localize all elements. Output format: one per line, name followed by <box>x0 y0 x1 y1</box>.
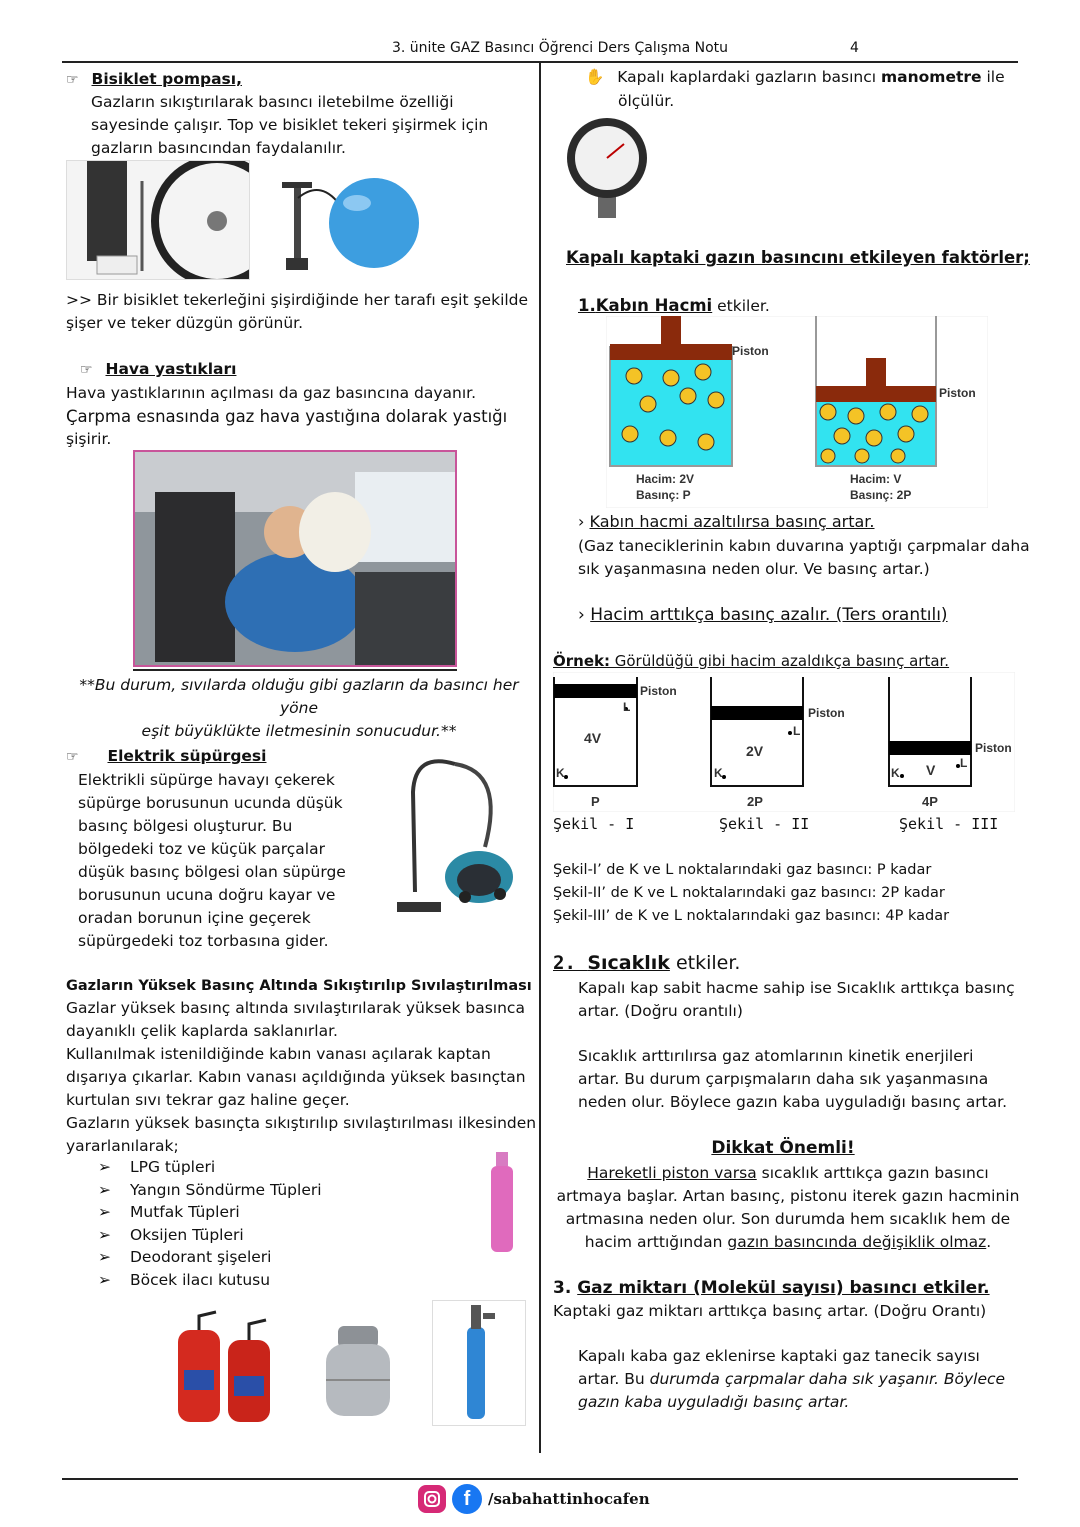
text-line: Şekil-III’ de K ve L noktalarındaki gaz basıncı: 4P kadar <box>553 908 950 924</box>
gas-cylinder-photo <box>308 1322 408 1422</box>
text-line: artmasına neden olur. Son durumda hem sıcaklık hem de <box>565 1210 1011 1228</box>
factor-number: 2. <box>553 952 588 974</box>
volume-label: 2V <box>746 743 764 759</box>
point-k: K <box>891 766 900 780</box>
vacuum-cleaner-photo <box>395 752 535 922</box>
text-span: sıcaklık arttıkça gazın basıncı <box>756 1164 989 1182</box>
piston-label: Piston <box>808 706 845 720</box>
list-item: ➢ Böcek ilacı kutusu <box>98 1269 322 1292</box>
airbag-heading: Hava yastıkları <box>105 360 237 378</box>
text-line: gazın kaba uyguladığı basınç artar. <box>578 1393 850 1411</box>
example-lines <box>553 859 949 928</box>
point-k: K <box>556 766 565 780</box>
text-line: dışarıya çıkarlar. Kabın vanası açıldığında yüksek basınçtan <box>66 1068 526 1086</box>
social-handle[interactable]: /sabahattinhocafen <box>488 1490 650 1508</box>
important-note-title: Dikkat Önemli! <box>711 1138 855 1158</box>
text-line: Gazlar yüksek basınç altında sıvılaştırılarak yüksek basınca <box>66 999 525 1017</box>
text-line: Elektrikli süpürge havayı çekerek <box>78 771 335 789</box>
airbag-heading-row <box>80 358 236 382</box>
text-line: Kapalı kap sabit hacme sahip ise Sıcaklık arttıkça basınç <box>578 979 1015 997</box>
text-line: oradan borunun içine geçerek <box>78 909 311 927</box>
piston-label: Piston <box>640 684 677 698</box>
fire-extinguisher-photo <box>172 1310 276 1424</box>
text-line: borusunun ucuna doğru kayar ve <box>78 886 336 904</box>
liquefy-heading: Gazların Yüksek Basınç Altında Sıkıştırılıp Sıvılaştırılması <box>66 978 532 994</box>
pump-heading: Bisiklet pompası, <box>91 70 242 88</box>
factor1-heading <box>578 294 770 318</box>
text-span: Hacim arttıkça basınç azalır. (Ters orantılı) <box>590 605 948 625</box>
text-span: ile <box>981 68 1005 86</box>
text-line: sık yaşanmasına neden olur. Ve basınç artar.) <box>578 560 930 578</box>
text-line: >> Bir bisiklet tekerleğini şişirdiğinde her tarafı eşit şekilde <box>66 291 529 309</box>
factor3-paragraph <box>578 1345 1005 1414</box>
liquefy-body <box>66 997 536 1158</box>
point-l: L <box>793 724 801 738</box>
shapes-figure <box>553 672 1015 812</box>
text-span: Kapalı kaplardaki gazların basıncı <box>617 68 882 86</box>
factor-number: 1. <box>578 296 596 315</box>
text-line: artmaya başlar. Artan basınç, pistonu iterek gazın hacminin <box>556 1187 1020 1205</box>
text-line: **Bu durum, sıvılarda olduğu gibi gazların da basıncı her yöne <box>79 676 519 717</box>
usage-list <box>98 1156 322 1292</box>
pressure-label: 4P <box>922 794 938 809</box>
text-span: Hareketli piston varsa <box>587 1164 757 1182</box>
text-line: neden olur. Böylece gazın kaba uyguladığı basınç artar. <box>578 1093 1008 1111</box>
photo-underline <box>133 669 457 671</box>
raised-hand-icon: ✋ <box>585 68 605 86</box>
factor1-point2: › Hacim arttıkça basınç azalır. (Ters orantılı) <box>578 605 948 625</box>
text-line: kurtulan sıvı tekrar gaz haline geçer. <box>66 1091 350 1109</box>
manometer-term: manometre <box>881 68 982 86</box>
text-line: süpürge borusunun ucunda düşük <box>78 794 343 812</box>
pointing-hand-icon: ☞ <box>80 362 93 378</box>
example-heading <box>553 650 949 673</box>
factor-title: Kabın Hacmi <box>595 296 713 315</box>
volume-label: V <box>926 762 936 778</box>
piston-label: Piston <box>939 386 976 400</box>
text-line: Hava yastıklarının açılması da gaz basıncına dayanır. <box>66 384 477 402</box>
text-line: artar. Bu durum çarpışmaların daha sık yaşanmasına <box>578 1070 989 1088</box>
volume-label: Hacim: V <box>850 472 902 486</box>
page-number: 4 <box>850 40 859 56</box>
vacuum-heading-row <box>66 745 266 769</box>
airbag-body <box>66 382 507 451</box>
factor-number: 3. <box>553 1278 578 1298</box>
text-span: Görüldüğü gibi hacim azaldıkça basınç artar. <box>609 652 950 670</box>
factor1-point1: › Kabın hacmi azaltılırsa basınç artar. <box>578 512 875 531</box>
pump-note <box>66 289 528 335</box>
pump-body <box>91 91 488 160</box>
vacuum-body <box>78 769 346 953</box>
text-line: sayesinde çalışır. Top ve bisiklet tekeri şişirmek için <box>91 116 489 134</box>
deodorant-photo <box>488 1152 516 1252</box>
example-label: Örnek: <box>553 652 610 670</box>
pressure-label: Basınç: P <box>636 488 691 502</box>
text-line: süpürgedeki toz torbasına gider. <box>78 932 329 950</box>
list-item: ➢ Yangın Söndürme Tüpleri <box>98 1179 322 1202</box>
instagram-icon[interactable] <box>418 1485 446 1513</box>
text-line: artar. (Doğru orantılı) <box>578 1002 743 1020</box>
piston-label: Piston <box>975 741 1012 755</box>
airbag-photo <box>133 450 457 667</box>
shape-name: Şekil - I <box>553 815 635 833</box>
pump-heading-row <box>66 68 242 92</box>
bicycle-pump-photo <box>66 160 250 280</box>
manometer-line1 <box>585 66 1005 89</box>
footer-rule <box>62 1478 1018 1480</box>
text-line: dayanıklı çelik kaplarda saklanırlar. <box>66 1022 338 1040</box>
list-item: ➢ Deodorant şişeleri <box>98 1246 322 1269</box>
text-span: durumda çarpmalar daha sık yaşanır. Böylece <box>649 1370 1006 1388</box>
volume-label: 4V <box>584 730 602 746</box>
pointing-hand-icon: ☞ <box>66 749 79 765</box>
footer-social <box>418 1484 650 1514</box>
manometer-line2: ölçülür. <box>618 92 675 110</box>
pointing-hand-icon: ☞ <box>66 72 79 88</box>
factor2-p2 <box>578 1045 1007 1114</box>
text-line: yararlanılarak; <box>66 1137 179 1155</box>
text-span: gazın basıncında değişiklik olmaz <box>727 1233 987 1251</box>
important-note-body <box>553 1162 1023 1254</box>
text-span: . <box>986 1233 992 1251</box>
vacuum-heading: Elektrik süpürgesi <box>107 747 267 765</box>
text-line: düşük basınç bölgesi olan süpürge <box>78 863 346 881</box>
text-line: Sıcaklık arttırılırsa gaz atomlarının kinetik enerjileri <box>578 1047 974 1065</box>
text-span: etkiler. <box>712 297 770 315</box>
pressure-label: Basınç: 2P <box>850 488 912 502</box>
ball-pump-photo <box>282 168 422 276</box>
text-line: (Gaz taneciklerinin kabın duvarına yaptığı çarpmalar daha <box>578 537 1030 555</box>
text-line: gazların basıncından faydalanılır. <box>91 139 346 157</box>
point-l: L <box>960 756 968 770</box>
text-line: Gazların yüksek basınçta sıkıştırılıp sıvılaştırılması ilkesinden <box>66 1114 537 1132</box>
text-line: şişirir. <box>66 430 112 448</box>
piston-volume-figure <box>606 316 988 508</box>
factor3-heading <box>553 1276 990 1300</box>
factor3-line: Kaptaki gaz miktarı arttıkça basınç artar. (Doğru Orantı) <box>553 1302 987 1320</box>
volume-label: Hacim: 2V <box>636 472 695 486</box>
column-divider <box>539 61 541 1453</box>
text-span: Kabın hacmi azaltılırsa basınç artar. <box>589 512 875 531</box>
oxygen-tank-photo <box>432 1300 526 1426</box>
factor-title: Sıcaklık <box>587 952 670 974</box>
text-span: artar. Bu <box>578 1370 650 1388</box>
text-line: bölgedeki toz ve küçük parçalar <box>78 840 325 858</box>
text-line: Gazların sıkıştırılarak basıncı iletebilme özelliği <box>91 93 454 111</box>
text-line: Kullanılmak istenildiğinde kabın vanası açılarak kaptan <box>66 1045 491 1063</box>
pressure-label: 2P <box>747 794 763 809</box>
list-item: ➢ LPG tüpleri <box>98 1156 322 1179</box>
text-line: Şekil-I’ de K ve L noktalarındaki gaz basıncı: P kadar <box>553 862 932 878</box>
text-line: Kapalı kaba gaz eklenirse kaptaki gaz tanecik sayısı <box>578 1347 980 1365</box>
manometer-photo <box>566 114 648 220</box>
text-span: hacim arttığından <box>584 1233 728 1251</box>
list-item: ➢ Mutfak Tüpleri <box>98 1201 322 1224</box>
text-line: Şekil-II’ de K ve L noktalarındaki gaz basıncı: 2P kadar <box>553 885 945 901</box>
factor-title: Gaz miktarı (Molekül sayısı) basıncı etkiler. <box>577 1278 990 1298</box>
point-l: L <box>623 700 631 714</box>
airbag-caption <box>66 674 532 743</box>
text-line: şişer ve teker düzgün görünür. <box>66 314 304 332</box>
shape-name: Şekil - II <box>719 815 810 833</box>
list-item: ➢ Oksijen Tüpleri <box>98 1224 322 1247</box>
text-line: Çarpma esnasında gaz hava yastığına dolarak yastığı <box>66 407 508 426</box>
piston-label: Piston <box>732 344 769 358</box>
text-span: etkiler. <box>669 952 741 974</box>
point-k: K <box>714 766 723 780</box>
factor1-paren <box>578 535 1030 581</box>
shape-name: Şekil - III <box>899 815 999 833</box>
page-title: 3. ünite GAZ Basıncı Öğrenci Ders Çalışma Notu <box>392 40 729 56</box>
factor2-heading <box>553 950 740 976</box>
text-line: eşit büyüklükte iletmesinin sonucudur.** <box>141 722 457 740</box>
pressure-label: P <box>591 794 600 809</box>
facebook-icon[interactable]: f <box>452 1484 482 1514</box>
factor2-p1 <box>578 977 1015 1023</box>
text-line: basınç bölgesi oluşturur. Bu <box>78 817 293 835</box>
factors-title: Kapalı kaptaki gazın basıncını etkileyen faktörler; <box>566 248 1030 267</box>
